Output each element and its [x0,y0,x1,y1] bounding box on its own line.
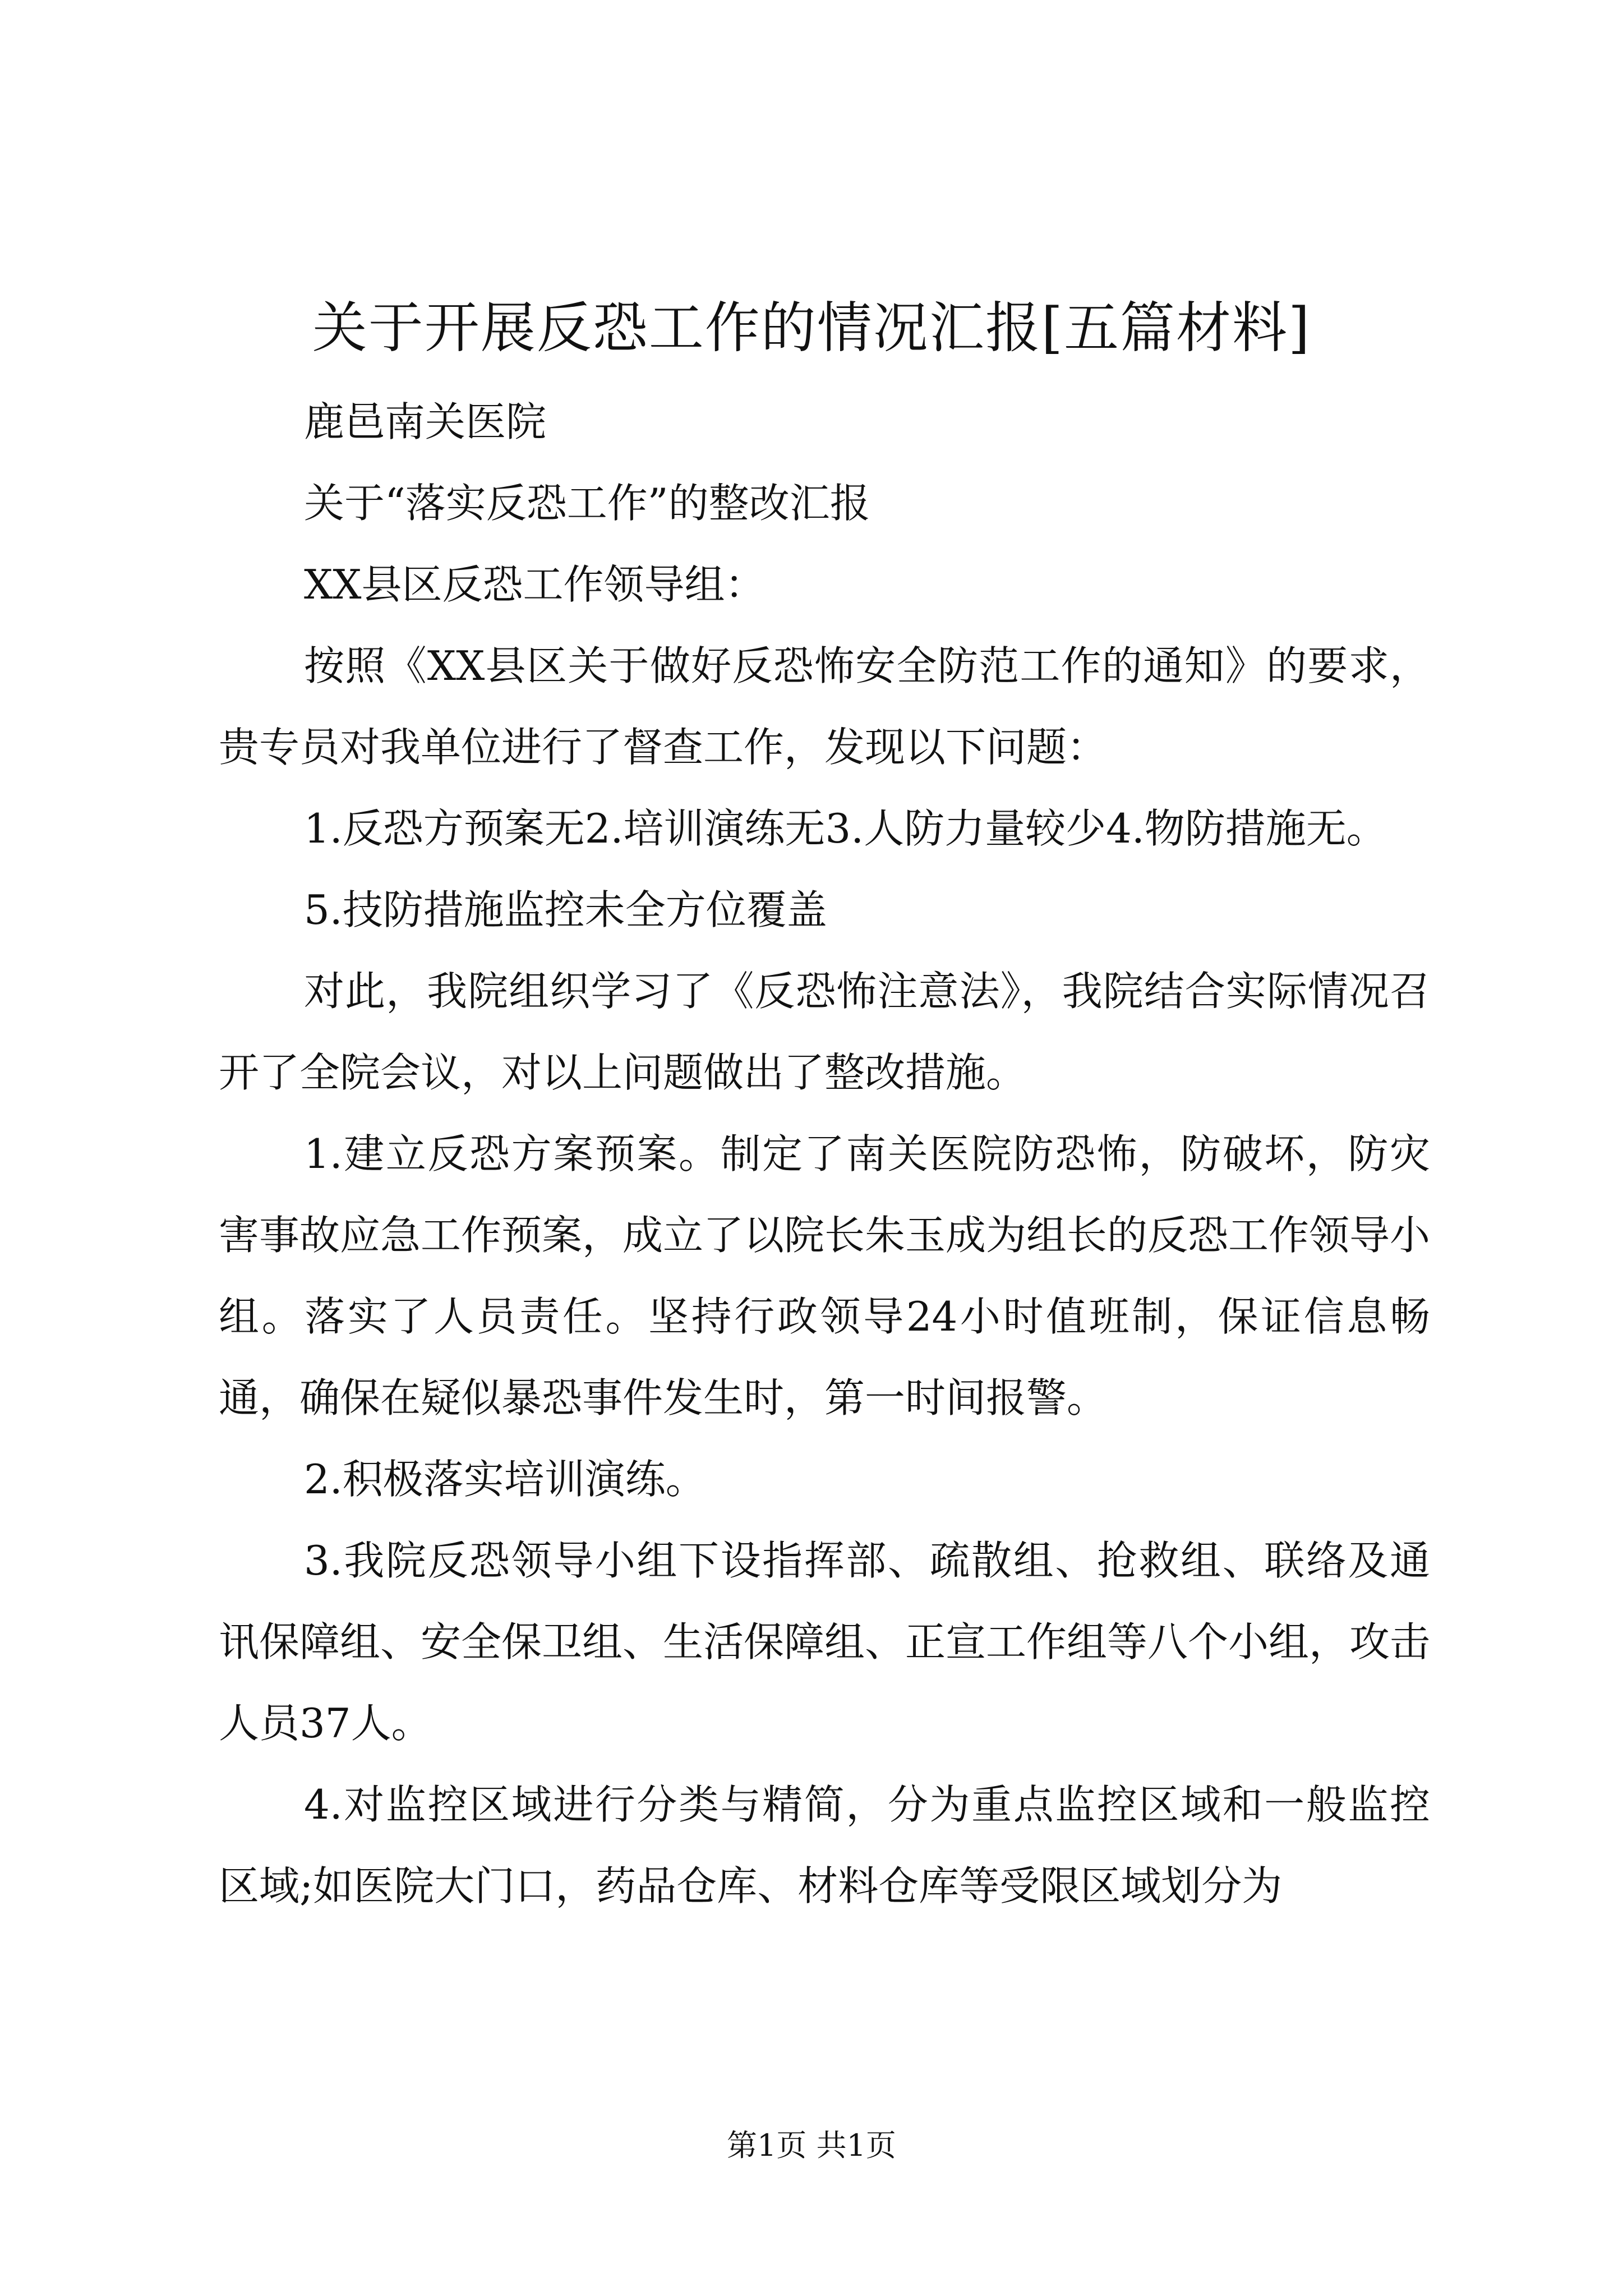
paragraph-report-subject: 关于“落实反恐工作”的整改汇报 [304,480,870,527]
paragraph-recipient: XX县区反恐工作领导组： [304,561,766,608]
paragraph-problems-list: 1.反恐方预案无2.培训演练无3.人防力量较少4.物防措施无。 [304,805,1387,852]
document-body [219,381,1430,1927]
paragraph-measure-2: 2.积极落实培训演练。 [304,1456,706,1503]
document-title: 关于开展反恐工作的情况汇报[五篇材料] [312,296,1311,360]
paragraph-response: 对此，我院组织学习了《反恐怖注意法》，我院结合实际情况召开了全院会议，对以上问题做出了整改措施。 [219,968,1430,1096]
paragraph-background: 按照《XX县区关于做好反恐怖安全防范工作的通知》的要求，贵专员对我单位进行了督查工作，发现以下问题： [219,642,1430,771]
paragraph-organization: 鹿邑南关医院 [304,398,547,445]
page-number-footer: 第1页 共1页 [727,2128,896,2163]
paragraph-problem-5: 5.技防措施监控未全方位覆盖 [304,886,827,933]
paragraph-measure-4: 4.对监控区域进行分类与精简，分为重点监控区域和一般监控区域;如医院大门口，药品仓库、材料仓库等受限区域划分为 [219,1781,1430,1910]
paragraph-measure-1: 1.建立反恐方案预案。制定了南关医院防恐怖，防破坏，防灾害事故应急工作预案，成立了以院长朱玉成为组长的反恐工作领导小组。落实了人员责任。坚持行政领导24小时值班制，保证信息畅通，确保在疑似暴恐事件发生时，第一时间报警。 [219,1130,1431,1421]
paragraph-measure-3: 3.我院反恐领导小组下设指挥部、疏散组、抢救组、联络及通讯保障组、安全保卫组、生活保障组、正宣工作组等八个小组，攻击人员37人。 [219,1537,1431,1747]
